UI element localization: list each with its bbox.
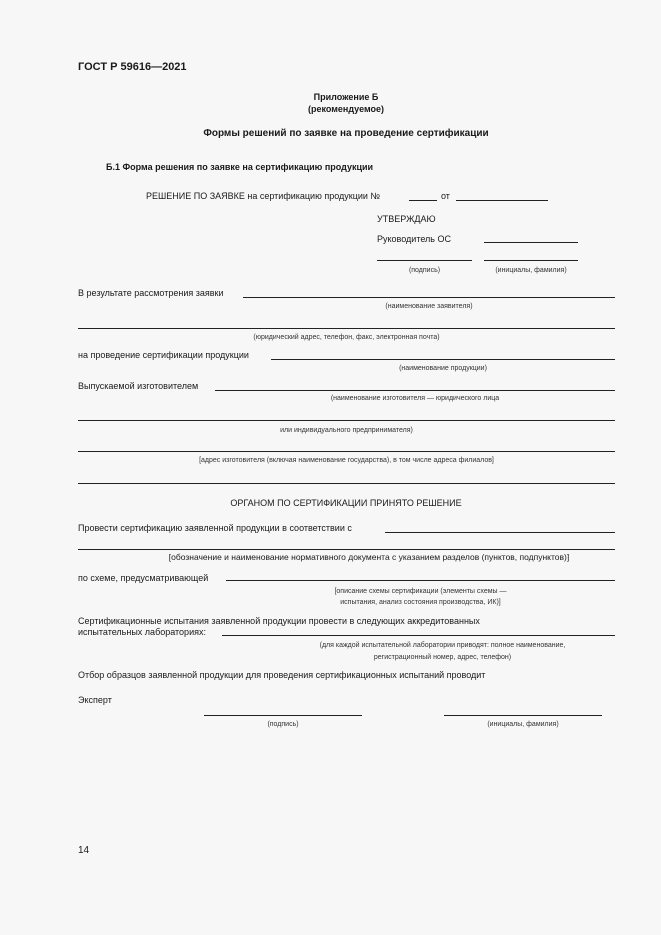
certification-label: на проведение сертификации продукции [78,350,249,360]
main-title: Формы решений по заявке на проведение сертификации [203,128,489,139]
review-label: В результате рассмотрения заявки [78,288,224,298]
manufacturer-line [215,390,615,391]
decision-heading: РЕШЕНИЕ ПО ЗАЯВКЕ на сертификацию продукции № [146,191,381,201]
product-line [271,359,615,360]
expert-initials-line [444,715,602,716]
lab-caption-2: регистрационный номер, адрес, телефон) [373,654,512,661]
manufacturer-caption: (наименование изготовителя — юридического лица [330,395,500,402]
blank-line [78,483,615,484]
expert-initials-caption: (инициалы, фамилия) [487,721,559,728]
manufacturer-address-caption: [адрес изготовителя (включая наименование государства), в том числе адреса филиалов] [199,457,494,464]
address-caption: (юридический адрес, телефон, факс, электронная почта) [253,334,440,341]
conduct-label: Провести сертификацию заявленной продукции в соответствии с [78,523,352,533]
head-os-initials-caption: (инициалы, фамилия) [495,267,567,274]
lab-line [222,635,615,636]
page-number: 14 [78,845,90,856]
standard-header: ГОСТ Р 59616—2021 [78,61,187,73]
entrepreneur-caption: или индивидуального предпринимателя) [280,427,413,434]
tests-label-1: Сертификационные испытания заявленной продукции провести в следующих аккредитованных [78,616,480,626]
applicant-line [243,297,615,298]
section-title: Б.1 Форма решения по заявке на сертификацию продукции [106,162,374,172]
expert-sign-line [204,715,362,716]
lab-caption-1: (для каждой испытательной лаборатории приводят: полное наименование, [319,642,566,649]
appendix-title: Приложение Б [313,92,379,102]
product-caption: (наименование продукции) [399,365,487,372]
date-line [456,200,548,201]
expert-sign-caption: (подпись) [267,721,299,728]
head-os-name-line [484,242,578,243]
conduct-line [385,532,615,533]
head-os-initials-line [484,260,578,261]
entrepreneur-line [78,420,615,421]
manufacturer-label: Выпускаемой изготовителем [78,381,199,391]
head-os-sign-line [377,260,472,261]
applicant-caption: (наименование заявителя) [385,303,473,310]
scheme-label: по схеме, предусматривающей [78,573,209,583]
body-decision-heading: ОРГАНОМ ПО СЕРТИФИКАЦИИ ПРИНЯТО РЕШЕНИЕ [230,498,462,508]
decision-heading-from: от [441,191,450,201]
expert-label: Эксперт [78,695,112,705]
doc-line [78,549,615,550]
head-os-label: Руководитель ОС [377,234,451,244]
appendix-subtitle: (рекомендуемое) [308,104,384,114]
manufacturer-address-line [78,451,615,452]
sampling-label: Отбор образцов заявленной продукции для проведения сертификационных испытаний проводит [78,670,486,680]
scheme-caption-1: [описание схемы сертификации (элементы схемы — [334,588,507,595]
doc-caption: [обозначение и наименование нормативного документа с указанием разделов (пунктов, подпунктов)] [168,552,570,562]
approve-label: УТВЕРЖДАЮ [377,214,436,224]
number-line [409,200,437,201]
scheme-line [226,580,615,581]
tests-label-2: испытательных лабораториях: [78,627,206,637]
scheme-caption-2: испытания, анализ состояния производства, ИК)] [340,599,501,606]
address-line [78,328,615,329]
head-os-sign-caption: (подпись) [408,267,441,274]
